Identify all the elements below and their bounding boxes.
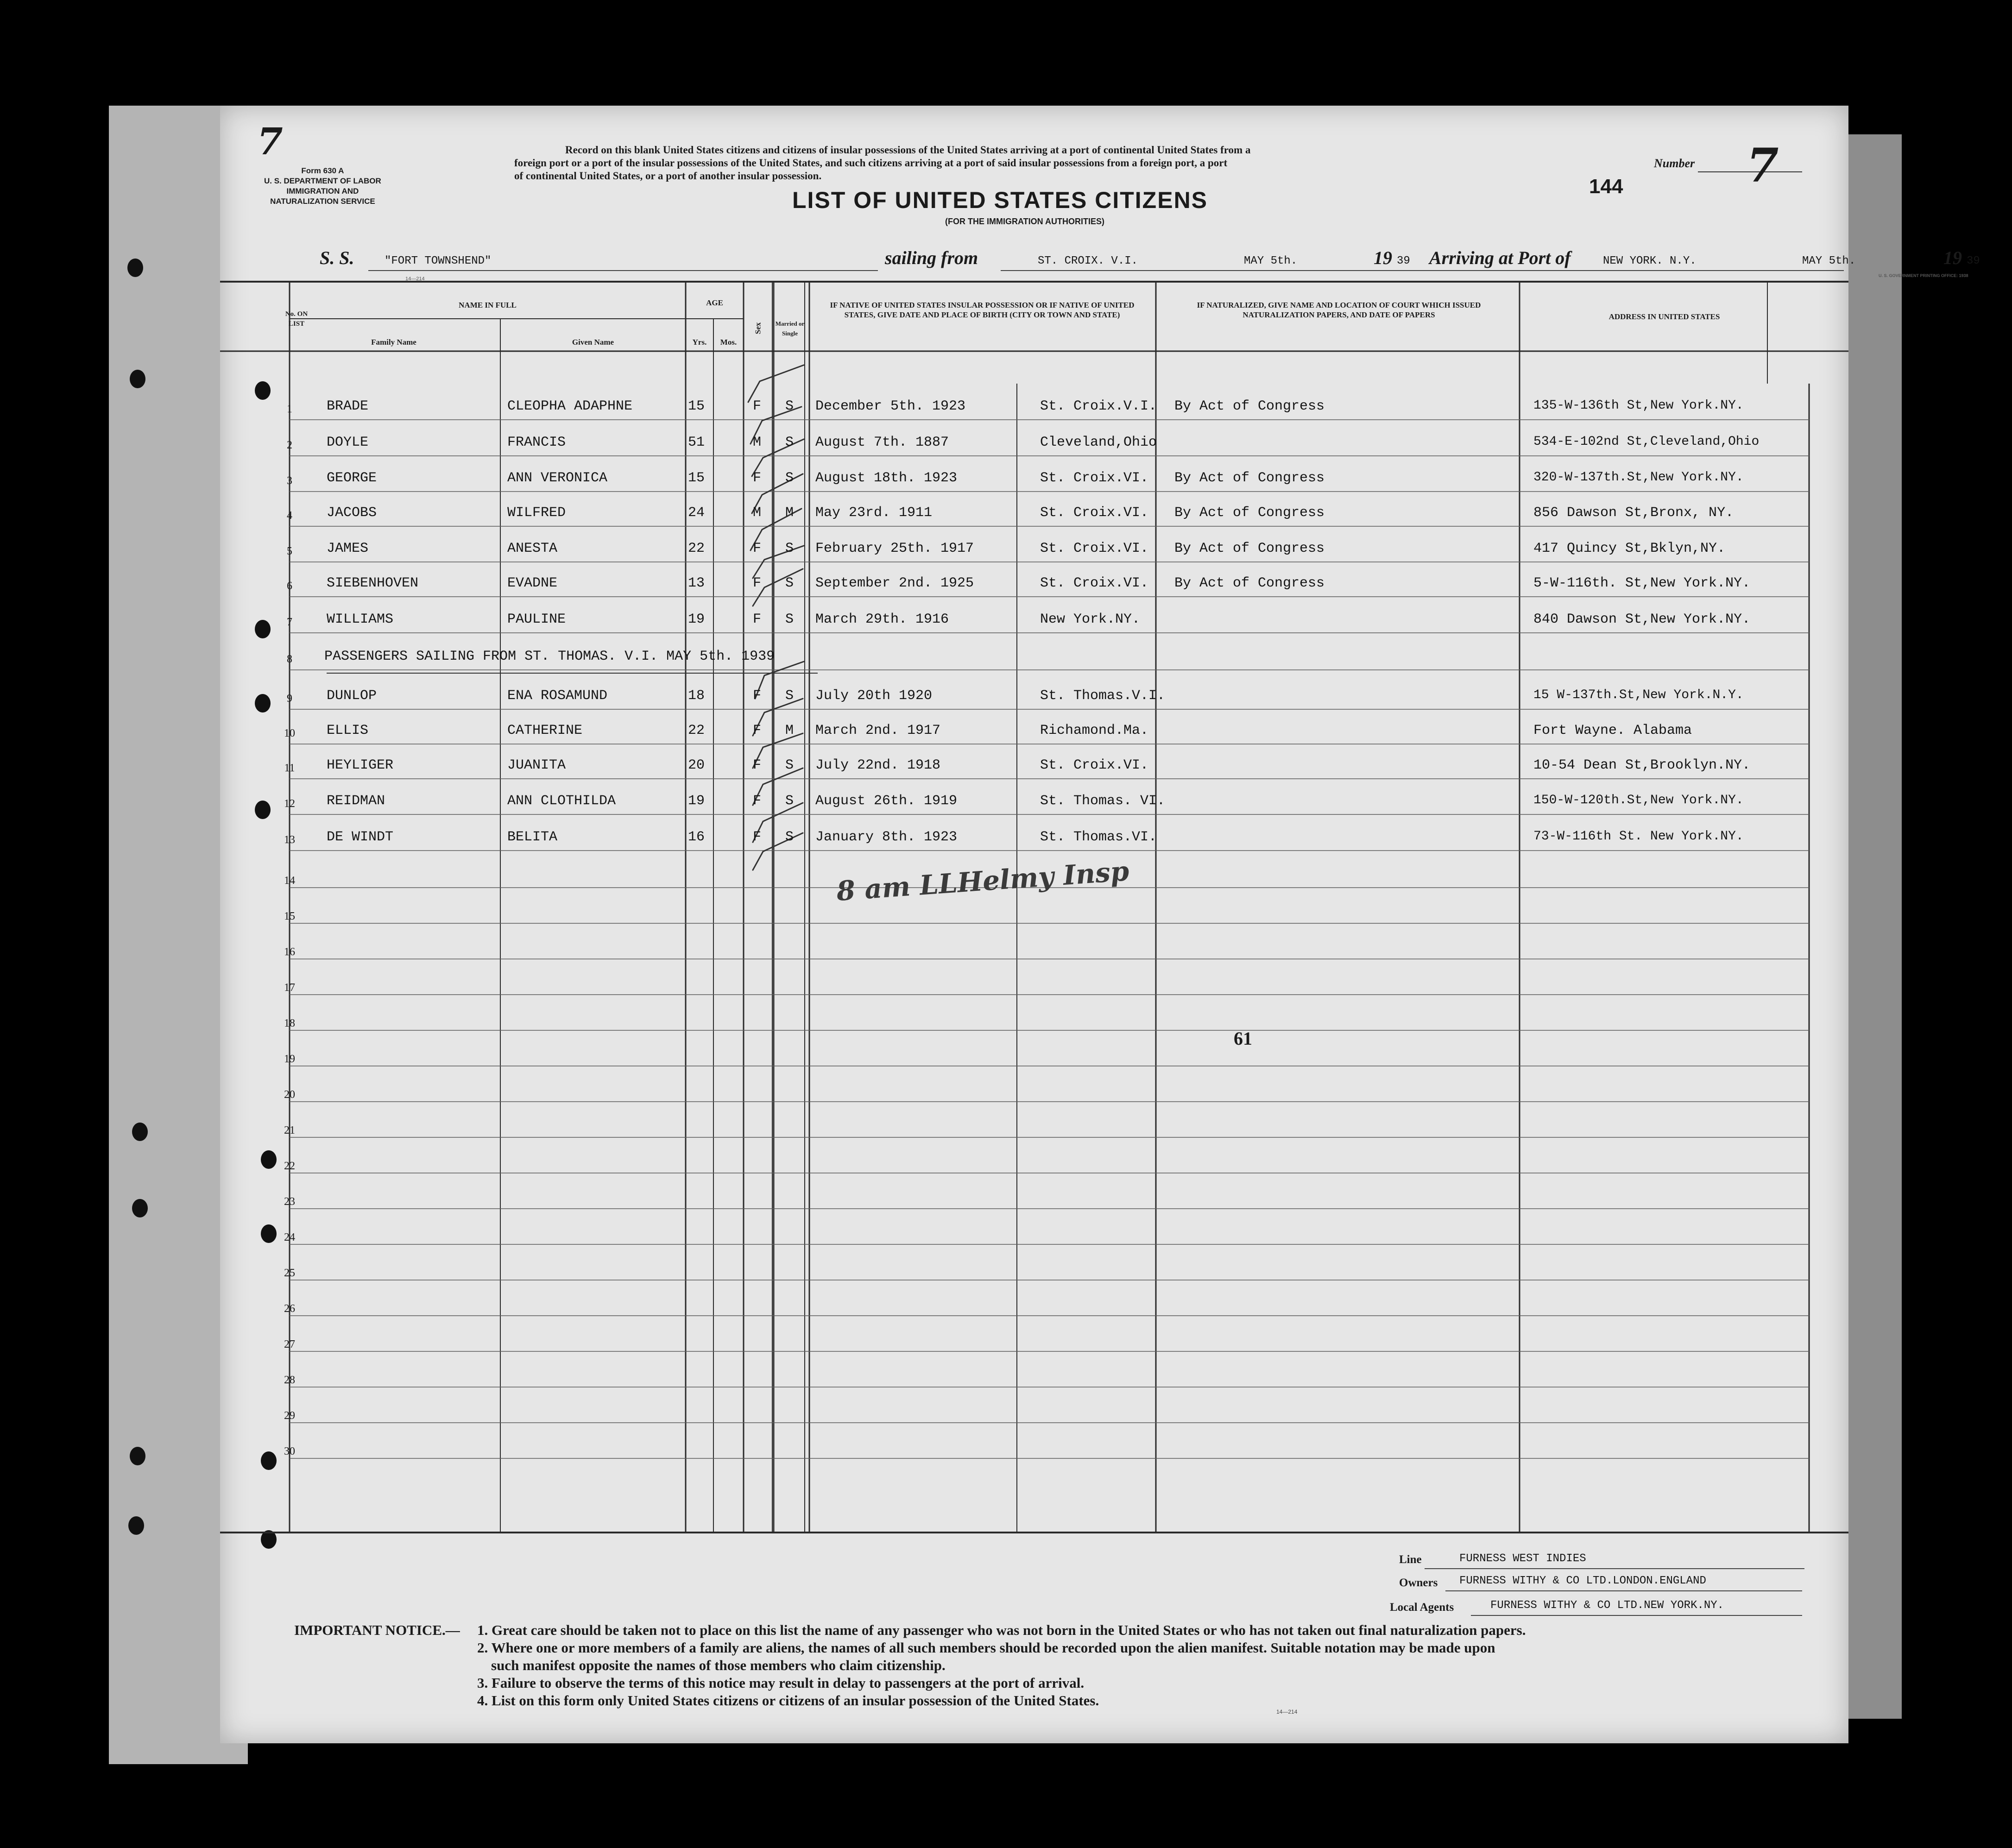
age-years: 15 <box>688 398 705 414</box>
birth-place: St. Croix.VI. <box>1040 470 1149 486</box>
owners-underline <box>1445 1590 1802 1591</box>
row-number: 24 <box>284 1231 295 1243</box>
family-name: BRADE <box>327 398 369 414</box>
form-subtitle: (FOR THE IMMIGRATION AUTHORITIES) <box>945 217 1104 226</box>
agents-value: FURNESS WITHY & CO LTD.NEW YORK.NY. <box>1490 1599 1724 1612</box>
given-name: ANESTA <box>507 541 558 556</box>
notice-item: 4. List on this form only United States citizens or citizens of an insular possession of the United States. <box>477 1692 1099 1709</box>
manifest-page <box>220 106 1980 1743</box>
age-years: 20 <box>688 757 705 773</box>
marital-status: S <box>785 541 794 556</box>
row-number: 4 <box>287 510 292 522</box>
notice-item: 3. Failure to observe the terms of this notice may result in delay to passengers at the port of arrival. <box>477 1675 1085 1691</box>
row-number: 8 <box>287 653 292 665</box>
agents-label: Local Agents <box>1390 1601 1454 1614</box>
row-number: 29 <box>284 1410 295 1422</box>
row-number: 22 <box>284 1160 295 1172</box>
header-name-in-full: NAME IN FULL <box>459 301 517 309</box>
given-name: WILFRED <box>507 505 566 521</box>
binder-hole <box>130 1447 145 1465</box>
marital-status: S <box>785 398 794 414</box>
binder-hole <box>132 1123 148 1141</box>
section-heading: PASSENGERS SAILING FROM ST. THOMAS. V.I. MAY 5th. 1939 <box>324 649 775 664</box>
given-name: ENA ROSAMUND <box>507 688 608 704</box>
address: 417 Quincy St,Bklyn,NY. <box>1533 541 1726 556</box>
row-number: 14 <box>284 875 295 887</box>
sex: F <box>753 541 762 556</box>
from-port: ST. CROIX. V.I. <box>1038 255 1138 267</box>
printer-note: U. S. GOVERNMENT PRINTING OFFICE: 1938 <box>1879 273 1968 278</box>
line-label: Line <box>1399 1553 1422 1566</box>
notice-label: IMPORTANT NOTICE.— <box>294 1622 460 1638</box>
birth-date: August 18th. 1923 <box>815 470 958 486</box>
row-number: 21 <box>284 1124 295 1136</box>
address: 15 W-137th.St,New York.N.Y. <box>1533 688 1744 702</box>
ss-label: S. S. <box>320 247 354 268</box>
ship-name: "FORT TOWNSHEND" <box>385 255 492 267</box>
row-number: 26 <box>284 1303 295 1315</box>
row-number: 20 <box>284 1089 295 1101</box>
row-number: 9 <box>287 693 292 705</box>
family-name: DOYLE <box>327 435 369 450</box>
header-age: AGE <box>706 298 723 307</box>
birth-place: St. Croix.VI. <box>1040 541 1149 556</box>
notice-item: 1. Great care should be taken not to place on this list the name of any passenger who was not born in the United States or who has not taken out final naturalization papers. <box>477 1622 1526 1638</box>
form-id-line: Form 630 A <box>301 166 344 175</box>
naturalization: By Act of Congress <box>1174 505 1325 521</box>
page-number: 144 <box>1589 175 1623 198</box>
age-years: 19 <box>688 793 705 809</box>
form-id-line: NATURALIZATION SERVICE <box>270 197 375 206</box>
row-number: 18 <box>284 1017 295 1029</box>
table-grid <box>220 106 1848 1743</box>
birth-place: St. Croix.VI. <box>1040 505 1149 521</box>
corner-mark-right: 7 <box>1747 138 1779 193</box>
marital-status: S <box>785 470 794 486</box>
row-number: 30 <box>284 1445 295 1457</box>
header-sex: Sex <box>753 322 763 334</box>
family-name: JAMES <box>327 541 369 556</box>
age-years: 13 <box>688 575 705 591</box>
to-date: MAY 5th. <box>1802 255 1856 267</box>
row-number: 16 <box>284 946 295 958</box>
row-number: 25 <box>284 1267 295 1279</box>
header-mos: Mos. <box>720 338 737 347</box>
marital-status: S <box>785 793 794 809</box>
sex: F <box>753 793 762 809</box>
marital-status: S <box>785 688 794 704</box>
address: 856 Dawson St,Bronx, NY. <box>1533 505 1734 521</box>
row-number: 10 <box>284 727 295 739</box>
birth-place: Richamond.Ma. <box>1040 723 1149 738</box>
family-name: HEYLIGER <box>327 757 394 773</box>
row-number: 2 <box>287 439 292 451</box>
sex: F <box>753 723 762 738</box>
record-line: foreign port or a port of the insular possessions of the United States, and such citizens arriving at a port of said insular possessions from a foreign port, a port <box>514 157 1228 169</box>
form-title: LIST OF UNITED STATES CITIZENS <box>792 187 1208 213</box>
row-number: 27 <box>284 1338 295 1350</box>
birth-place: Cleveland,Ohio <box>1040 435 1157 450</box>
address: 534-E-102nd St,Cleveland,Ohio <box>1533 435 1760 449</box>
birth-date: January 8th. 1923 <box>815 829 958 845</box>
naturalization: By Act of Congress <box>1174 398 1325 414</box>
birth-place: St. Croix.VI. <box>1040 757 1149 773</box>
birth-place: St. Thomas.V.I. <box>1040 688 1166 704</box>
row-number: 12 <box>284 798 295 810</box>
row-number: 1 <box>287 403 292 415</box>
owners-value: FURNESS WITHY & CO LTD.LONDON.ENGLAND <box>1459 1575 1706 1587</box>
row-number: 28 <box>284 1374 295 1386</box>
sex: F <box>753 829 762 845</box>
birth-date: March 29th. 1916 <box>815 612 949 627</box>
notice-item: such manifest opposite the names of those members who claim citizenship. <box>491 1657 946 1673</box>
owners-label: Owners <box>1399 1577 1438 1589</box>
birth-date: August 7th. 1887 <box>815 435 949 450</box>
birth-date: August 26th. 1919 <box>815 793 958 809</box>
family-name: SIEBENHOVEN <box>327 575 419 591</box>
row-number: 6 <box>287 580 292 592</box>
given-name: EVADNE <box>507 575 558 591</box>
binder-hole <box>130 370 145 388</box>
family-name: JACOBS <box>327 505 377 521</box>
to-year: 39 <box>1967 255 1980 267</box>
marital-status: M <box>785 505 794 521</box>
from-year-prefix: 19 <box>1374 247 1392 268</box>
birth-place: St. Croix.VI. <box>1040 575 1149 591</box>
birth-date: February 25th. 1917 <box>815 541 974 556</box>
given-name: FRANCIS <box>507 435 566 450</box>
header-birth: IF NATIVE OF UNITED STATES INSULAR POSSESSION OR IF NATIVE OF UNITED STATES, GIVE DATE AND PLACE OF BIRTH (CITY OR TOWN AND STATE) <box>830 301 1135 319</box>
birth-place: St. Croix.V.I. <box>1040 398 1157 414</box>
row-number: 3 <box>287 475 292 487</box>
from-date: MAY 5th. <box>1244 255 1298 267</box>
agents-underline <box>1471 1615 1802 1616</box>
to-year-prefix: 19 <box>1943 247 1962 268</box>
row-number: 5 <box>287 545 292 557</box>
given-name: ANN CLOTHILDA <box>507 793 616 809</box>
address: 150-W-120th.St,New York.NY. <box>1533 793 1744 807</box>
header-given-name: Given Name <box>572 338 614 347</box>
corner-mark-left: 7 <box>257 120 283 163</box>
arriving-label: Arriving at Port of <box>1429 247 1571 268</box>
birth-date: July 22nd. 1918 <box>815 757 941 773</box>
marital-status: S <box>785 612 794 627</box>
given-name: CATHERINE <box>507 723 583 738</box>
given-name: CLEOPHA ADAPHNE <box>507 398 633 414</box>
given-name: ANN VERONICA <box>507 470 608 486</box>
birth-place: St. Thomas. VI. <box>1040 793 1166 809</box>
form-code-top: 14—214 <box>405 276 425 282</box>
marital-status: S <box>785 757 794 773</box>
inspector-signature: 8 am LLHelmy Insp <box>835 855 1130 907</box>
row-number: 13 <box>284 834 295 846</box>
given-name: BELITA <box>507 829 558 845</box>
form-code-bottom: 14—214 <box>1276 1709 1298 1715</box>
form-id-line: IMMIGRATION AND <box>286 187 359 196</box>
row-number: 15 <box>284 910 295 922</box>
given-name: JUANITA <box>507 757 566 773</box>
family-name: DUNLOP <box>327 688 377 704</box>
header-no-on-list: No. ON LIST <box>285 310 308 328</box>
header-yrs: Yrs. <box>692 338 707 347</box>
sex: F <box>753 688 762 704</box>
birth-date: May 23rd. 1911 <box>815 505 933 521</box>
age-years: 22 <box>688 723 705 738</box>
address: 135-W-136th St,New York.NY. <box>1533 398 1744 413</box>
sex: F <box>753 575 762 591</box>
sailing-label: sailing from <box>885 247 978 268</box>
birth-place: St. Thomas.VI. <box>1040 829 1157 845</box>
birth-place: New York.NY. <box>1040 612 1141 627</box>
naturalization: By Act of Congress <box>1174 541 1325 556</box>
line-value: FURNESS WEST INDIES <box>1459 1552 1586 1565</box>
sex: F <box>753 612 762 627</box>
binder-hole <box>127 259 143 277</box>
age-years: 15 <box>688 470 705 486</box>
naturalization: By Act of Congress <box>1174 575 1325 591</box>
row-number: 17 <box>284 982 295 994</box>
sex: F <box>753 470 762 486</box>
address: 840 Dawson St,New York.NY. <box>1533 612 1751 627</box>
age-years: 51 <box>688 435 705 450</box>
age-years: 22 <box>688 541 705 556</box>
birth-date: September 2nd. 1925 <box>815 575 974 591</box>
given-name: PAULINE <box>507 612 566 627</box>
birth-date: December 5th. 1923 <box>815 398 966 414</box>
sex: F <box>753 757 762 773</box>
age-years: 19 <box>688 612 705 627</box>
important-notice <box>477 1621 1526 1709</box>
sex: M <box>753 505 762 521</box>
to-port: NEW YORK. N.Y. <box>1603 255 1697 267</box>
form-id-line: U. S. DEPARTMENT OF LABOR <box>264 177 381 185</box>
family-name: ELLIS <box>327 723 369 738</box>
sex: F <box>753 398 762 414</box>
age-years: 16 <box>688 829 705 845</box>
address: Fort Wayne. Alabama <box>1533 723 1692 738</box>
marital-status: S <box>785 575 794 591</box>
from-year: 39 <box>1397 255 1410 267</box>
line-underline <box>1425 1568 1804 1569</box>
header-family-name: Family Name <box>371 338 416 347</box>
address: 10-54 Dean St,Brooklyn.NY. <box>1533 757 1751 773</box>
family-name: GEORGE <box>327 470 377 486</box>
birth-date: July 20th 1920 <box>815 688 933 704</box>
header-naturalized: IF NATURALIZED, GIVE NAME AND LOCATION OF COURT WHICH ISSUED NATURALIZATION PAPERS, AND DATE OF PAPERS <box>1197 301 1481 319</box>
stamp-number: 61 <box>1234 1028 1252 1049</box>
marital-status: S <box>785 829 794 845</box>
notice-item: 2. Where one or more members of a family are aliens, the names of all such members should be recorded upon the alien manifest. Suitable notation may be made upon <box>477 1640 1495 1656</box>
age-years: 24 <box>688 505 705 521</box>
header-address: ADDRESS IN UNITED STATES <box>1608 312 1720 321</box>
age-years: 18 <box>688 688 705 704</box>
family-name: REIDMAN <box>327 793 385 809</box>
family-name: DE WINDT <box>327 829 394 845</box>
header-married-single: Married or Single <box>775 320 805 337</box>
birth-date: March 2nd. 1917 <box>815 723 941 738</box>
number-label: Number <box>1654 157 1695 170</box>
family-name: WILLIAMS <box>327 612 394 627</box>
row-number: 19 <box>284 1053 295 1065</box>
binder-hole <box>132 1199 148 1217</box>
naturalization: By Act of Congress <box>1174 470 1325 486</box>
row-number: 7 <box>287 616 292 628</box>
address: 320-W-137th.St,New York.NY. <box>1533 470 1744 485</box>
row-number: 23 <box>284 1196 295 1208</box>
address: 73-W-116th St. New York.NY. <box>1533 829 1744 844</box>
record-line: Record on this blank United States citizens and citizens of insular possessions of the United States arriving at a port of continental United States from a <box>565 144 1251 156</box>
marital-status: S <box>785 435 794 450</box>
binder-hole <box>128 1516 144 1535</box>
marital-status: M <box>785 723 794 738</box>
record-line: of continental United States, or a port of another insular possession. <box>514 170 822 182</box>
address: 5-W-116th. St,New York.NY. <box>1533 575 1751 591</box>
sex: M <box>753 435 762 450</box>
row-number: 11 <box>284 762 295 774</box>
